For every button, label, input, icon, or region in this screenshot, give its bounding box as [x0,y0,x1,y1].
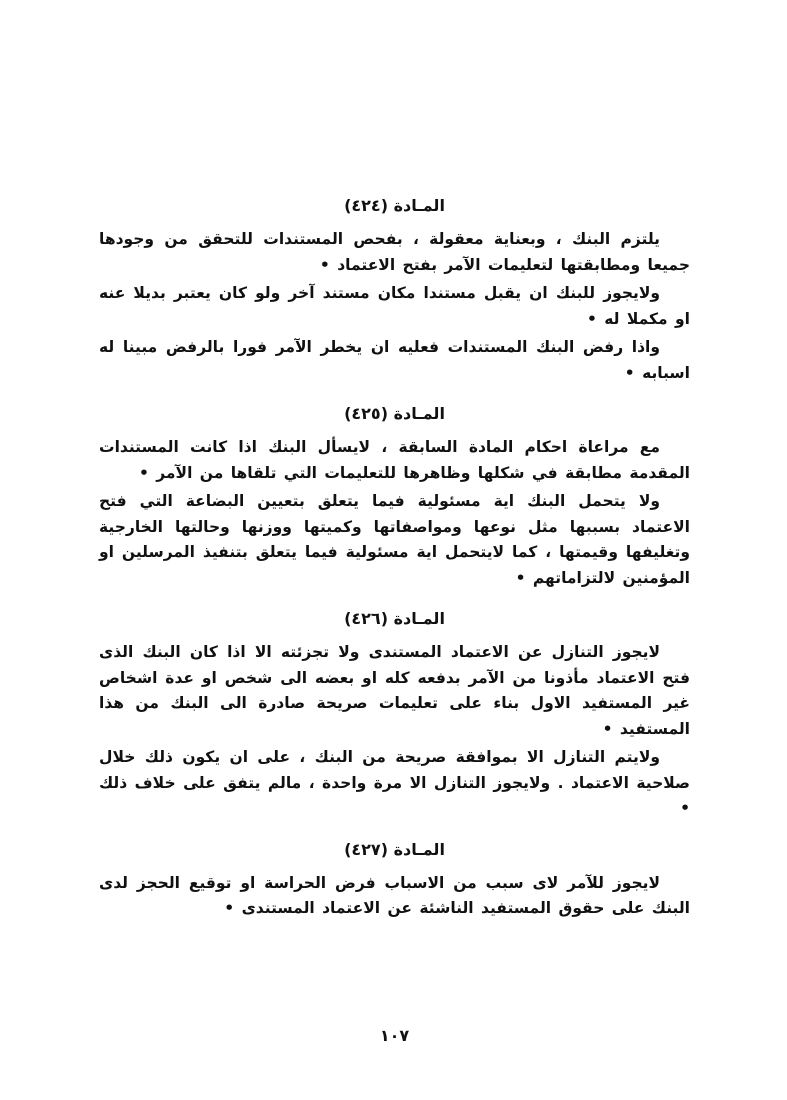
article-paragraph: ولايجوز للبنك ان يقبل مستندا مكان مستند آخر ولو كان يعتبر بديلا عنه او مكملا له • [99,284,690,328]
page-number: ١٠٧ [379,1026,410,1045]
article-title: المـادة (٤٢٤) [344,196,445,215]
article-title: المـادة (٤٢٥) [344,404,445,423]
article-paragraph: لايجوز للآمر لاى سبب من الاسباب فرض الحراسة او توقيع الحجز لدى البنك على حقوق المستفيد الناشئة عن الاعتماد المستندى • [99,873,690,917]
article-paragraph: يلتزم البنك ، وبعناية معقولة ، بفحص المستندات للتحقق من وجودها جميعا ومطابقتها لتعليمات الآمر بفتح الاعتماد • [99,230,690,274]
article-paragraph: ولا يتحمل البنك اية مسئولية فيما يتعلق بتعيين البضاعة التي فتح الاعتماد بسببها مثل نوعها ومواصفاتها وكميتها ووزنها وحالتها الخارجية وتغليفها وقيمتها ، كما لايتحمل اية مسئولية فيما يتعلق بتنفيذ المرسلين او المؤمنين لالتزاماتهم • [99,492,690,587]
article-424 [99,193,690,386]
article-title: المـادة (٤٢٧) [344,839,445,859]
article-paragraph: ولايتم التنازل الا بموافقة صريحة من البنك ، على ان يكون ذلك خلال صلاحية الاعتماد . ولايجوز التنازل الا مرة واحدة ، مالم يتفق على خلاف ذلك • [99,748,690,817]
article-425 [99,401,690,591]
text-block [99,193,690,925]
article-paragraph: واذا رفض البنك المستندات فعليه ان يخطر الآمر فورا بالرفض مبينا له اسبابه • [99,338,690,382]
article-paragraph: لايجوز التنازل عن الاعتماد المستندى ولا تجزئته الا اذا كان البنك الذى فتح الاعتماد مأذونا من الآمر بدفعه كله او بعضه الى شخص او عدة اشخاص غير المستفيد الاول بناء على تعليمات صريحة صادرة الى البنك من هذا المستفيد • [99,643,690,738]
article-title: المـادة (٤٢٦) [344,609,445,628]
article-426 [99,606,690,822]
article-paragraph: مع مراعاة احكام المادة السابقة ، لايسأل البنك اذا كانت المستندات المقدمة مطابقة في شكلها وظاهرها للتعليمات التي تلقاها من الآمر • [99,438,690,482]
article-427 [99,837,690,922]
